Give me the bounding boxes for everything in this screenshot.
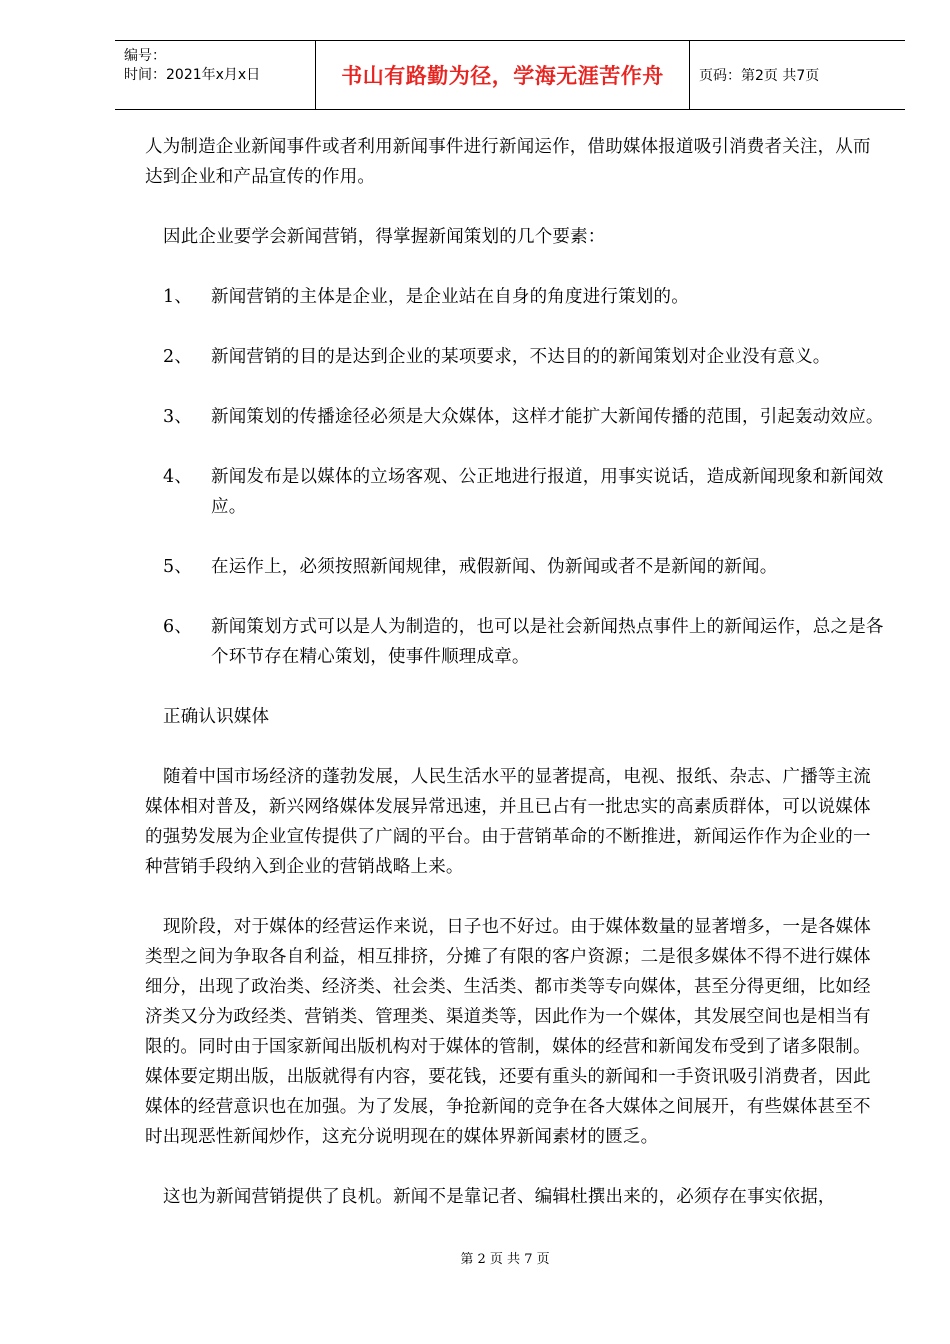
list-text: 新闻发布是以媒体的立场客观、公正地进行报道，用事实说话，造成新闻现象和新闻效应。 — [211, 467, 884, 517]
list-text: 新闻策划方式可以是人为制造的，也可以是社会新闻热点事件上的新闻运作，总之是各个环节存在精心策划，使事件顺理成章。 — [211, 617, 884, 667]
list-number: 3、 — [163, 407, 193, 427]
list-number: 4、 — [163, 467, 193, 487]
header-meta — [115, 41, 315, 109]
list-number: 5、 — [163, 557, 193, 577]
list-item — [145, 612, 885, 672]
time-label: 时间：2021年x月x日 — [124, 67, 261, 83]
page-footer: 第 2 页 共 7 页 — [460, 1252, 550, 1267]
list-item — [145, 552, 885, 582]
motto: 书山有路勤为径，学海无涯苦作舟 — [341, 64, 664, 88]
code-label: 编号： — [124, 48, 166, 64]
list-text: 新闻策划的传播途径必须是大众媒体，这样才能扩大新闻传播的范围，引起轰动效应。 — [211, 407, 884, 427]
list-number: 1、 — [163, 287, 193, 307]
list-number: 2、 — [163, 347, 193, 367]
page-label: 页码：第2页 共7页 — [699, 68, 820, 84]
list-item — [145, 462, 885, 522]
list-text: 在运作上，必须按照新闻规律，戒假新闻、伪新闻或者不是新闻的新闻。 — [211, 557, 778, 577]
document-body — [145, 132, 885, 1212]
paragraph-3: 随着中国市场经济的蓬勃发展，人民生活水平的显著提高，电视、报纸、杂志、广播等主流媒体相对普及，新兴网络媒体发展异常迅速，并且已占有一批忠实的高素质群体，可以说媒体的强势发展为企业宣传提供了广阔的平台。由于营销革命的不断推进，新闻运作作为企业的一种营销手段纳入到企业的营销战略上来。 — [145, 767, 871, 877]
list-text: 新闻营销的主体是企业，是企业站在自身的角度进行策划的。 — [211, 287, 689, 307]
list-number: 6、 — [163, 617, 193, 637]
header-motto-cell — [315, 41, 690, 109]
list-text: 新闻营销的目的是达到企业的某项要求，不达目的的新闻策划对企业没有意义。 — [211, 347, 831, 367]
page-header — [115, 40, 905, 110]
section-heading: 正确认识媒体 — [163, 707, 270, 727]
header-page-cell — [690, 41, 905, 109]
list-item — [145, 342, 885, 372]
paragraph-1: 人为制造企业新闻事件或者利用新闻事件进行新闻运作，借助媒体报道吸引消费者关注，从而达到企业和产品宣传的作用。 — [145, 137, 871, 187]
list-item — [145, 282, 885, 312]
list-item — [145, 402, 885, 432]
paragraph-4: 现阶段，对于媒体的经营运作来说，日子也不好过。由于媒体数量的显著增多，一是各媒体类型之间为争取各自利益，相互排挤，分摊了有限的客户资源；二是很多媒体不得不进行媒体细分，出现了政治类、经济类、社会类、生活类、都市类等专向媒体，甚至分得更细，比如经济类又分为政经类、营销类、管理类、渠道类等，因此作为一个媒体，其发展空间也是相当有限的。同时由于国家新闻出版机构对于媒体的管制，媒体的经营和新闻发布受到了诸多限制。媒体要定期出版，出版就得有内容，要花钱，还要有重头的新闻和一手资讯吸引消费者，因此媒体的经营意识也在加强。为了发展，争抢新闻的竞争在各大媒体之间展开，有些媒体甚至不时出现恶性新闻炒作，这充分说明现在的媒体界新闻素材的匮乏。 — [145, 917, 871, 1147]
paragraph-2: 因此企业要学会新闻营销，得掌握新闻策划的几个要素： — [163, 227, 606, 247]
paragraph-5: 这也为新闻营销提供了良机。新闻不是靠记者、编辑杜撰出来的，必须存在事实依据， — [163, 1187, 836, 1207]
